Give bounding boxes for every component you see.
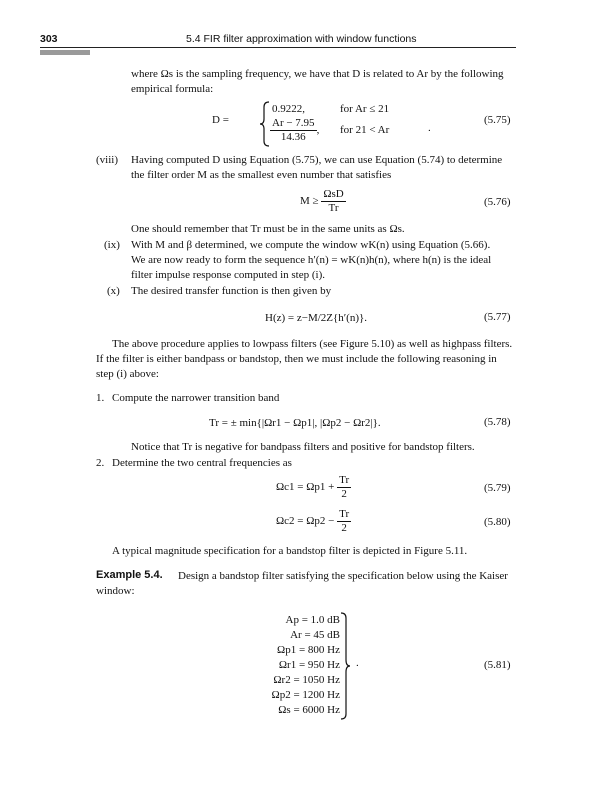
eq575-denominator: 14.36 bbox=[280, 131, 306, 143]
eq579-lhs: Ωc1 = Ωp1 + bbox=[276, 481, 335, 494]
eq580-block bbox=[276, 508, 351, 535]
step-2-label: 2. bbox=[96, 457, 105, 469]
eq580-number: (5.80) bbox=[484, 516, 511, 528]
header-tab-bar bbox=[40, 50, 90, 55]
eq580-numerator: Tr bbox=[339, 508, 350, 520]
spec-omega-s: Ωs = 6000 Hz bbox=[278, 704, 340, 716]
spec-ap: Ap = 1.0 dB bbox=[285, 614, 340, 626]
example-line-1: Design a bandstop filter satisfying the specification below using the Kaiser bbox=[178, 570, 508, 582]
eq579-denominator: 2 bbox=[341, 488, 347, 500]
eq580-lhs: Ωc2 = Ωp2 − bbox=[276, 515, 335, 528]
eq576-block bbox=[300, 188, 346, 215]
eq576-numerator: ΩsD bbox=[323, 188, 344, 200]
typical-spec-line: A typical magnitude specification for a bandstop filter is depicted in Figure 5.11. bbox=[112, 545, 468, 557]
procedure-line-3: step (i) above: bbox=[96, 368, 159, 380]
spec-omega-r1: Ωr1 = 950 Hz bbox=[278, 659, 340, 671]
spec-ar: Ar = 45 dB bbox=[290, 629, 340, 641]
item-x-label: (x) bbox=[107, 285, 120, 297]
item-x-line-1: The desired transfer function is then given by bbox=[131, 285, 332, 297]
eq577-number: (5.77) bbox=[484, 311, 511, 323]
eq576-number: (5.76) bbox=[484, 196, 511, 208]
eq577: H(z) = z−M/2Z{h′(n)}. bbox=[265, 312, 368, 324]
item-ix-label: (ix) bbox=[104, 239, 120, 251]
eq578: Tr = ± min{|Ωr1 − Ωp1|, |Ωp2 − Ωr2|}. bbox=[209, 417, 381, 429]
item-ix-line-1: With M and β determined, we compute the window wK(n) using Equation (5.66). bbox=[131, 239, 491, 251]
eq581-spec-list bbox=[240, 613, 340, 718]
eq581-number: (5.81) bbox=[484, 659, 511, 671]
eq576-lhs: M ≥ bbox=[300, 195, 319, 208]
eq575-lhs: D = bbox=[212, 114, 229, 126]
procedure-line-1: The above procedure applies to lowpass filters (see Figure 5.10) as well as highpass filters. bbox=[112, 338, 513, 350]
eq580-denominator: 2 bbox=[341, 522, 347, 534]
eq575-case2-condition: for 21 < Ar bbox=[340, 124, 390, 136]
item-viii-label: (viii) bbox=[96, 154, 118, 166]
intro-line-1: where Ωs is the sampling frequency, we have that D is related to Ar by the following bbox=[131, 68, 504, 80]
eq575-case2-fraction bbox=[270, 117, 319, 144]
procedure-line-2: If the filter is either bandpass or bandstop, then we must include the following reasoning in bbox=[96, 353, 497, 365]
step-2-text: Determine the two central frequencies as bbox=[112, 457, 292, 469]
item-viii-line-2: the filter order M as the smallest even number that satisfies bbox=[131, 169, 392, 181]
units-note: One should remember that Tr must be in the same units as Ωs. bbox=[131, 223, 405, 235]
eq575-case1-condition: for Ar ≤ 21 bbox=[340, 103, 390, 115]
step-1-text: Compute the narrower transition band bbox=[112, 392, 280, 404]
notice-line: Notice that Tr is negative for bandpass filters and positive for bandstop filters. bbox=[131, 441, 475, 453]
eq575-case2-comma: , bbox=[316, 124, 320, 137]
step-1-label: 1. bbox=[96, 392, 105, 404]
running-header: 5.4 FIR filter approximation with window functions bbox=[186, 33, 417, 45]
eq575-numerator: Ar − 7.95 bbox=[272, 117, 315, 129]
eq575-number: (5.75) bbox=[484, 114, 511, 126]
spec-omega-p2: Ωp2 = 1200 Hz bbox=[271, 689, 340, 701]
example-label: Example 5.4. bbox=[96, 569, 163, 581]
item-ix-line-2: We are now ready to form the sequence h′(n) = wK(n)h(n), where h(n) is the ideal bbox=[131, 254, 492, 266]
page-number: 303 bbox=[40, 33, 58, 45]
eq575-case1-value: 0.9222, bbox=[272, 103, 305, 115]
eq579-numerator: Tr bbox=[339, 474, 350, 486]
eq581-right-brace bbox=[340, 612, 352, 720]
item-ix-line-3: filter impulse response computed in step (i). bbox=[131, 269, 325, 281]
intro-line-2: empirical formula: bbox=[131, 83, 214, 95]
eq581-period: . bbox=[356, 657, 359, 669]
spec-omega-r2: Ωr2 = 1050 Hz bbox=[273, 674, 340, 686]
eq576-denominator: Tr bbox=[328, 202, 339, 214]
header-rule bbox=[40, 47, 516, 48]
eq575-period: . bbox=[428, 122, 431, 134]
eq579-block bbox=[276, 474, 351, 501]
eq579-number: (5.79) bbox=[484, 482, 511, 494]
item-viii-line-1: Having computed D using Equation (5.75), we can use Equation (5.74) to determine bbox=[131, 154, 503, 166]
spec-omega-p1: Ωp1 = 800 Hz bbox=[277, 644, 340, 656]
example-line-2: window: bbox=[96, 585, 135, 597]
eq578-number: (5.78) bbox=[484, 416, 511, 428]
